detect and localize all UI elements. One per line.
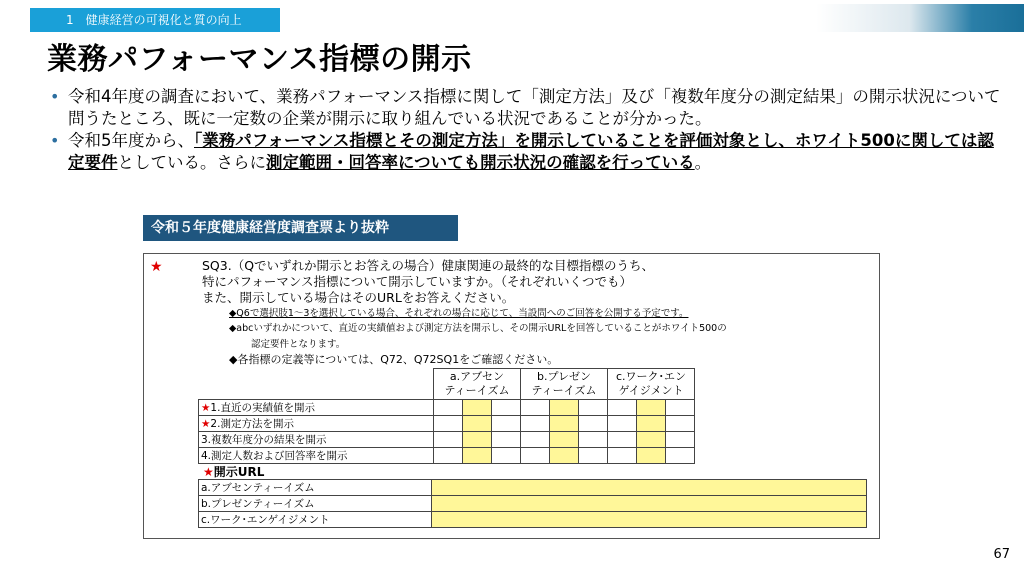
grid-cell bbox=[492, 400, 521, 416]
grid-cell bbox=[579, 400, 608, 416]
grid-cell bbox=[434, 432, 463, 448]
note-2-line: ◆abcいずれかについて、直近の実績値および測定方法を開示し、その開示URLを回答していることがホワイト500の bbox=[229, 323, 727, 334]
emphasis-text: 「業務パフォーマンス指標とその測定方法」を開示していることを評価対象とし、ホワイト500に関しては認定要件 bbox=[68, 131, 994, 172]
grid-cell bbox=[521, 448, 550, 464]
question-line: また、開示している場合はそのURLをお答えください。 bbox=[202, 290, 515, 305]
bullet-text: としている。さらに bbox=[117, 153, 266, 172]
note-2 bbox=[229, 322, 727, 351]
grid-cell bbox=[492, 432, 521, 448]
disclosure-grid bbox=[198, 368, 695, 464]
note-3: ◆各指標の定義等については、Q72、Q72SQ1をご確認ください。 bbox=[229, 353, 559, 366]
grid-cell bbox=[521, 432, 550, 448]
table-row bbox=[199, 512, 867, 528]
url-row-label: b.プレゼンティーイズム bbox=[199, 496, 432, 512]
column-header-line: c.ワーク･エン bbox=[615, 370, 687, 383]
grid-corner bbox=[199, 369, 434, 400]
table-row bbox=[199, 496, 867, 512]
grid-cell bbox=[579, 448, 608, 464]
row-label bbox=[199, 448, 434, 464]
star-icon: ★ bbox=[203, 465, 214, 479]
excerpt-label: 令和５年度健康経営度調査票より抜粋 bbox=[143, 215, 458, 241]
answer-checkbox[interactable] bbox=[550, 432, 579, 448]
grid-cell bbox=[434, 400, 463, 416]
note-1-text: ◆Q6で選択肢1～3を選択している場合、それぞれの場合に応じて、当設問へのご回答を公開する予定です。 bbox=[229, 308, 689, 319]
section-tag: 1 健康経営の可視化と質の向上 bbox=[30, 8, 280, 32]
answer-checkbox[interactable] bbox=[637, 400, 666, 416]
column-header-line: ゲイジメント bbox=[618, 384, 684, 397]
grid-cell bbox=[579, 432, 608, 448]
grid-cell bbox=[492, 448, 521, 464]
emphasis-text: 測定範囲・回答率についても開示状況の確認を行っている bbox=[266, 153, 695, 172]
url-input[interactable] bbox=[432, 496, 867, 512]
grid-cell bbox=[608, 432, 637, 448]
grid-cell bbox=[579, 416, 608, 432]
grid-cell bbox=[608, 400, 637, 416]
star-icon: ★ bbox=[201, 401, 211, 414]
url-heading-text: 開示URL bbox=[213, 465, 265, 479]
url-input[interactable] bbox=[432, 512, 867, 528]
column-header bbox=[521, 369, 608, 400]
corner-decoration bbox=[816, 4, 1024, 32]
grid-cell bbox=[666, 400, 695, 416]
row-label-text: 4.測定人数および回答率を開示 bbox=[201, 449, 348, 462]
row-label-text: 2.測定方法を開示 bbox=[210, 417, 294, 430]
bullet-text: 令和5年度から、 bbox=[68, 131, 194, 150]
answer-checkbox[interactable] bbox=[463, 416, 492, 432]
row-label bbox=[199, 416, 434, 432]
column-header-line: a.アブセン bbox=[449, 370, 505, 383]
table-row bbox=[199, 448, 695, 464]
url-heading bbox=[203, 463, 264, 480]
url-input[interactable] bbox=[432, 480, 867, 496]
grid-cell bbox=[434, 448, 463, 464]
answer-checkbox[interactable] bbox=[463, 432, 492, 448]
row-label-text: 3.複数年度分の結果を開示 bbox=[201, 433, 327, 446]
grid-cell bbox=[608, 448, 637, 464]
note-2-line: 認定要件となります。 bbox=[251, 339, 346, 350]
url-table bbox=[198, 479, 867, 528]
star-icon: ★ bbox=[201, 417, 211, 430]
grid-cell bbox=[608, 416, 637, 432]
answer-checkbox[interactable] bbox=[463, 448, 492, 464]
table-row bbox=[199, 416, 695, 432]
grid-cell bbox=[492, 416, 521, 432]
row-label bbox=[199, 400, 434, 416]
question-text bbox=[202, 258, 654, 306]
question-line: SQ3.（Qでいずれか開示とお答えの場合）健康関連の最終的な目標指標のうち、 bbox=[202, 258, 655, 273]
bullet-text: 。 bbox=[694, 153, 712, 172]
row-label-text: 1.直近の実績値を開示 bbox=[210, 401, 315, 414]
column-header-line: b.プレゼン bbox=[536, 370, 592, 383]
bullet-item-1 bbox=[44, 86, 1006, 130]
column-header-line: ティーイズム bbox=[531, 384, 597, 397]
answer-checkbox[interactable] bbox=[550, 448, 579, 464]
answer-checkbox[interactable] bbox=[550, 400, 579, 416]
grid-cell bbox=[666, 448, 695, 464]
star-icon: ★ bbox=[150, 259, 163, 275]
column-header bbox=[608, 369, 695, 400]
question-line: 特にパフォーマンス指標について開示していますか。（それぞれいくつでも） bbox=[202, 274, 633, 289]
table-row bbox=[199, 432, 695, 448]
url-row-label: a.アブセンティーイズム bbox=[199, 480, 432, 496]
note-1 bbox=[229, 307, 688, 320]
grid-cell bbox=[521, 416, 550, 432]
grid-cell bbox=[666, 432, 695, 448]
answer-checkbox[interactable] bbox=[550, 416, 579, 432]
grid-cell bbox=[521, 400, 550, 416]
row-label bbox=[199, 432, 434, 448]
grid-cell bbox=[434, 416, 463, 432]
answer-checkbox[interactable] bbox=[637, 432, 666, 448]
bullet-list bbox=[44, 86, 1006, 174]
column-header-line: ティーイズム bbox=[444, 384, 510, 397]
url-row-label: c.ワーク･エンゲイジメント bbox=[199, 512, 432, 528]
table-row bbox=[199, 480, 867, 496]
answer-checkbox[interactable] bbox=[637, 448, 666, 464]
grid-header-row bbox=[199, 369, 695, 400]
table-row bbox=[199, 400, 695, 416]
column-header bbox=[434, 369, 521, 400]
grid-cell bbox=[666, 416, 695, 432]
page-title: 業務パフォーマンス指標の開示 bbox=[47, 42, 472, 77]
bullet-text: 令和4年度の調査において、業務パフォーマンス指標に関して「測定方法」及び「複数年度分の測定結果」の開示状況について問うたところ、既に一定数の企業が開示に取り組んでいる状況であることが分かった。 bbox=[68, 87, 1001, 128]
bullet-item-2 bbox=[44, 130, 1006, 174]
answer-checkbox[interactable] bbox=[637, 416, 666, 432]
page-number: 67 bbox=[993, 547, 1010, 562]
answer-checkbox[interactable] bbox=[463, 400, 492, 416]
